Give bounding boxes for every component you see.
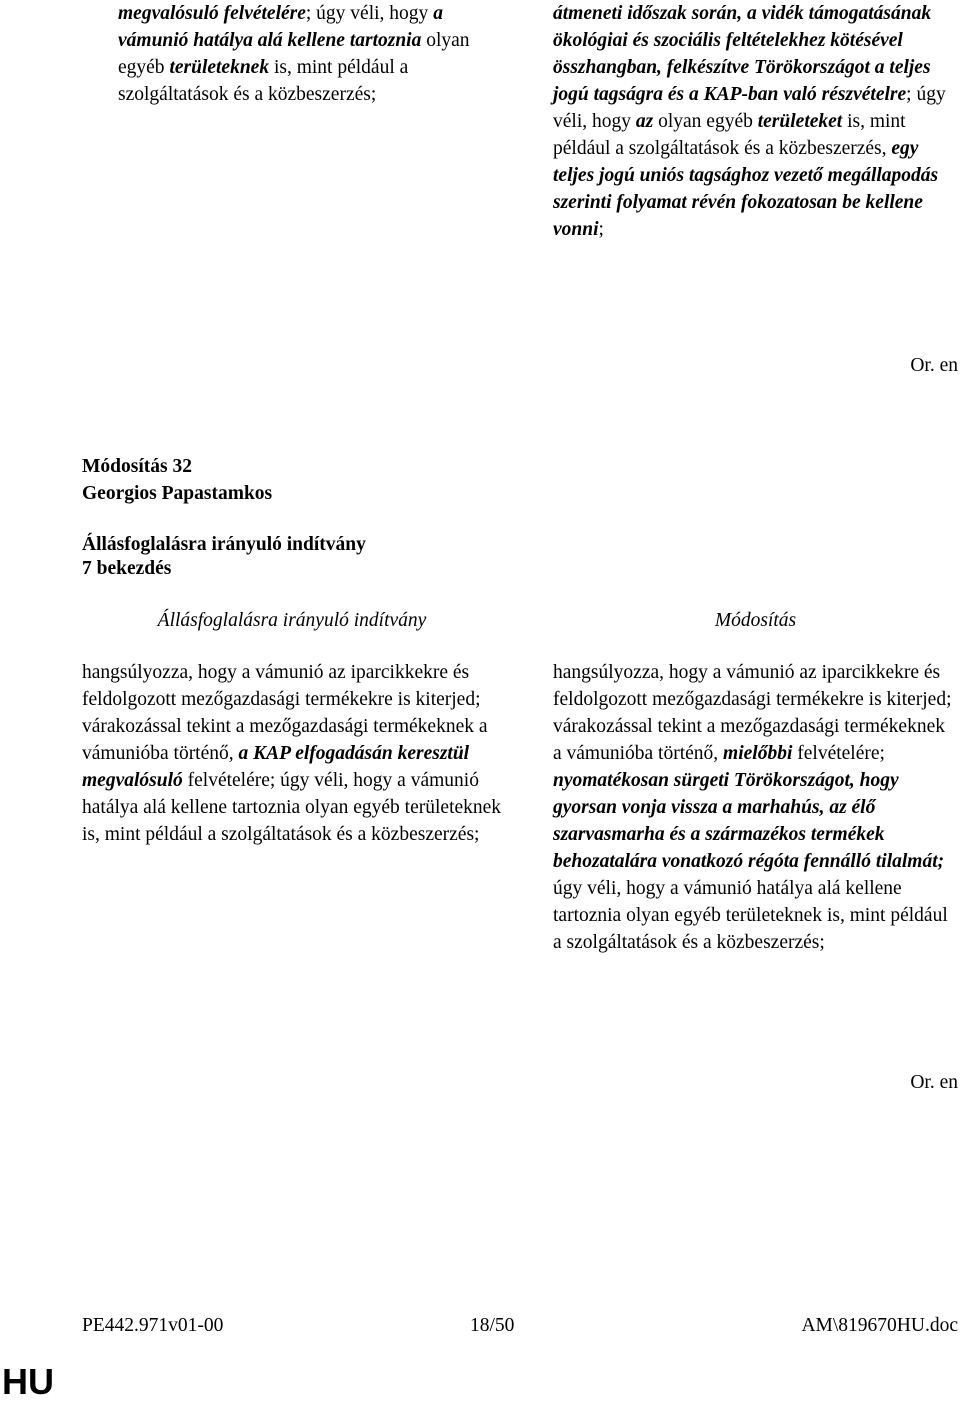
text-run: hangsúlyozza, hogy a vámunió az iparcikkekre és feldolgozott mezőgazdasági termékekre is kiterjed; várakozással tekint a mezőgazdasági termékeknek a vámunióba történő, bbox=[82, 662, 488, 764]
footer-doc-ref: PE442.971v01-00 bbox=[82, 1315, 224, 1336]
top-left-text bbox=[118, 0, 498, 108]
emphasized-text-run: nyomatékosan sürgeti Törökországot, hogy gyorsan vonja vissza a marhahús, az élő szarvasmarha és a származékos termékek behozatalára vonatkozó régóta fennálló tilalmát; bbox=[553, 770, 945, 872]
emphasized-text-run: megvalósuló felvételére bbox=[118, 3, 306, 24]
emphasized-text-run: átmeneti időszak során, a vidék támogatásának ökológiai és szociális feltételekhez kötésével összhangban, felkészítve Törökországot a teljes jogú tagságra és a KAP-ban való részvételre bbox=[553, 3, 932, 105]
original-language-label: Or. en bbox=[910, 1072, 958, 1093]
amendment-title: Módosítás 32 bbox=[82, 456, 192, 477]
emphasized-text-run: területeknek bbox=[169, 57, 270, 78]
text-run: hangsúlyozza, hogy a vámunió az iparcikkekre és feldolgozott mezőgazdasági termékekre is kiterjed; várakozással tekint a mezőgazdasági termékeknek a vámunióba történő, bbox=[553, 662, 952, 764]
emphasized-text-run: az bbox=[635, 111, 654, 132]
text-run: felvételére; bbox=[792, 743, 885, 764]
amended-text bbox=[553, 659, 958, 956]
text-run: is, mint például a szolgáltatások és a közbeszerzés; bbox=[118, 57, 409, 105]
text-run: ; úgy véli, hogy bbox=[553, 84, 946, 132]
amendment-author: Georgios Papastamkos bbox=[82, 483, 273, 504]
text-run: ; úgy véli, hogy bbox=[305, 3, 434, 24]
footer-language-code: HU bbox=[2, 1361, 54, 1402]
text-run: is, mint például a szolgáltatások és a közbeszerzés, bbox=[553, 111, 906, 159]
column-header-original: Állásfoglalásra irányuló indítvány bbox=[157, 610, 427, 631]
original-language-label: Or. en bbox=[910, 355, 958, 376]
paragraph-reference: 7 bekezdés bbox=[82, 558, 172, 579]
text-run: felvételére; úgy véli, hogy a vámunió hatálya alá kellene tartoznia olyan egyéb területeknek is, mint például a szolgáltatások és a közbeszerzés; bbox=[82, 770, 502, 845]
proposal-label: Állásfoglalásra irányuló indítvány bbox=[82, 534, 366, 555]
emphasized-text-run: egy teljes jogú uniós tagsághoz vezető megállapodás szerinti folyamat révén fokozatosan be kellene vonni bbox=[553, 138, 939, 240]
original-text bbox=[82, 659, 502, 848]
text-run: olyan egyéb bbox=[118, 30, 470, 78]
footer-page-number: 18/50 bbox=[470, 1315, 515, 1336]
top-right-text bbox=[553, 0, 958, 243]
text-run: olyan egyéb bbox=[653, 111, 758, 132]
text-run: ; bbox=[598, 219, 604, 240]
column-header-amendment: Módosítás bbox=[714, 610, 797, 631]
emphasized-text-run: a vámunió hatálya alá kellene tartoznia bbox=[118, 3, 443, 51]
emphasized-text-run: a KAP elfogadásán keresztül megvalósuló bbox=[82, 743, 470, 791]
emphasized-text-run: területeket bbox=[757, 111, 843, 132]
text-run: úgy véli, hogy a vámunió hatálya alá kellene tartoznia olyan egyéb területeknek is, mint például a szolgáltatások és a közbeszerzés; bbox=[553, 878, 948, 953]
footer-file-name: AM\819670HU.doc bbox=[801, 1315, 958, 1336]
emphasized-text-run: mielőbbi bbox=[723, 743, 793, 764]
